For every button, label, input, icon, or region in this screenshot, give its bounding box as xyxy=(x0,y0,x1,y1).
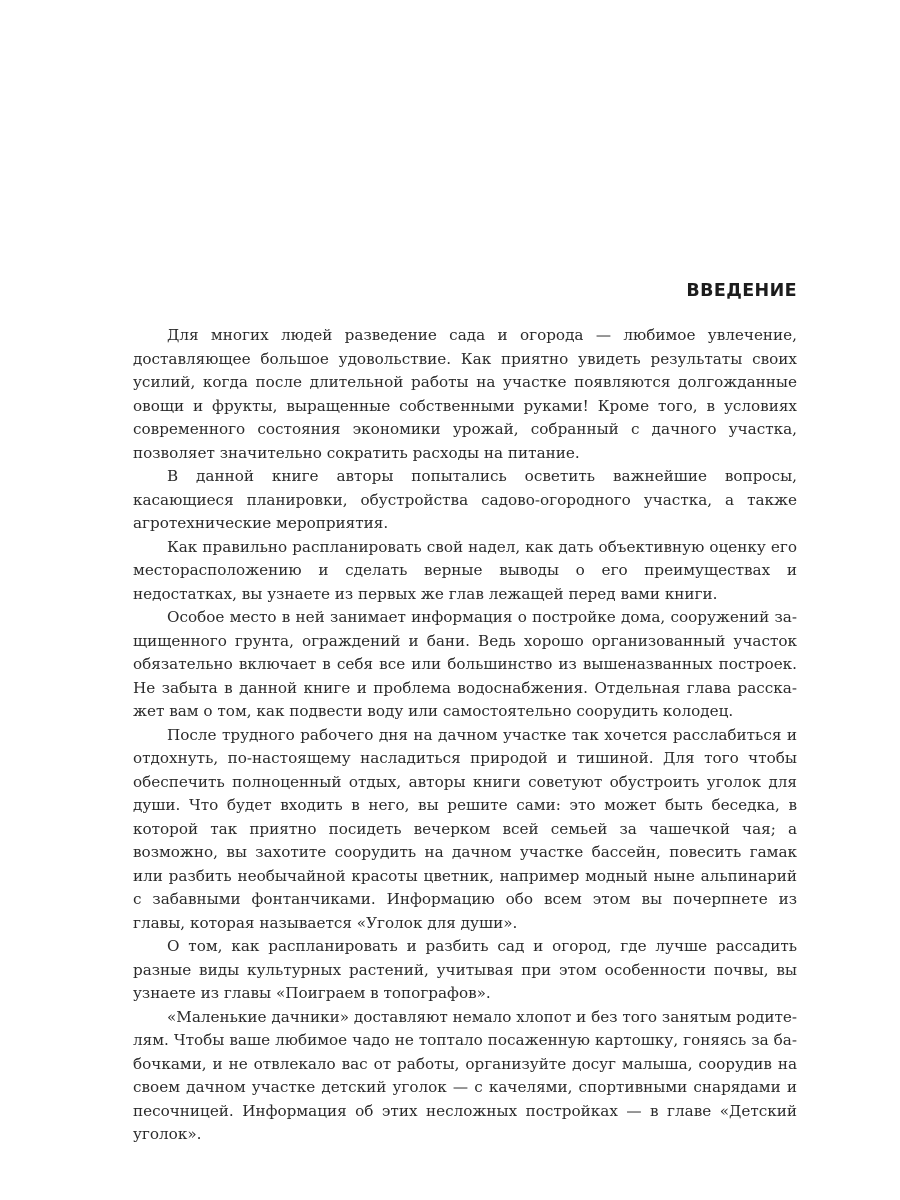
paragraph: «Маленькие дачники» доставляют немало хлопот и без того занятым родителям. Чтобы ваше любимое чадо не топтало посаженную картошку, гоняясь за бабочками, и не отвлекало вас от работы, организуйте досуг малыша, соорудив на своем дачном участке детский уголок — с качелями, спортивными снарядами и песочницей. Информация об этих несложных постройках — в главе «Детский уголок». xyxy=(133,1007,797,1143)
chapter-heading: ВВЕДЕНИЕ xyxy=(686,281,797,301)
paragraph: В данной книге авторы попытались осветить важнейшие вопросы, касающиеся планировки, обустройства садово-огородного участка, а также агротехнические мероприятия. xyxy=(133,467,797,532)
paragraph: Как правильно распланировать свой надел, как дать объективную оценку его месторасположению и сделать верные выводы о его преимуществах и недостатках, вы узнаете из первых же глав лежащей перед вами книги. xyxy=(133,537,797,603)
chapter-body xyxy=(133,324,797,1147)
paragraph: Особое место в ней занимает информация о постройке дома, сооружений защищенного грунта, ограждений и бани. Ведь хорошо организованный участок обязательно включает в себя все или большинство из вышеназванных построек. Не забыта в данной книге и проблема водоснабжения. Отдельная глава расскажет вам о том, как подвести воду или самостоятельно соорудить колодец. xyxy=(133,608,797,720)
paragraph: О том, как распланировать и разбить сад и огород, где лучше рассадить разные виды культурных растений, учитывая при этом особенности почвы, вы узнаете из главы «Поиграем в топографов». xyxy=(133,937,797,1002)
paragraph: Для многих людей разведение сада и огорода — любимое увлечение, доставляющее большое удовольствие. Как приятно увидеть результаты своих усилий, когда после длительной работы на участке появляются долгожданные овощи и фрукты, выращенные собственными руками! Кроме того, в условиях современного состояния экономики урожай, собранный с дачного участка, позволяет значительно сократить расходы на питание. xyxy=(133,326,797,462)
paragraph: После трудного рабочего дня на дачном участке так хочется расслабиться и отдохнуть, по-настоящему насладиться природой и тишиной. Для того чтобы обеспечить полноценный отдых, авторы книги советуют обустроить уголок для души. Что будет входить в него, вы решите сами: это может быть беседка, в которой так приятно посидеть вечерком всей семьей за чашечкой чая; а возможно, вы захотите соорудить на дачном участке бассейн, повесить гамак или разбить необычайной красоты цветник, например модный ныне альпинарий с забавными фонтанчиками. Информацию обо всем этом вы почерпнете из главы, которая называется «Уголок для души». xyxy=(133,725,797,932)
